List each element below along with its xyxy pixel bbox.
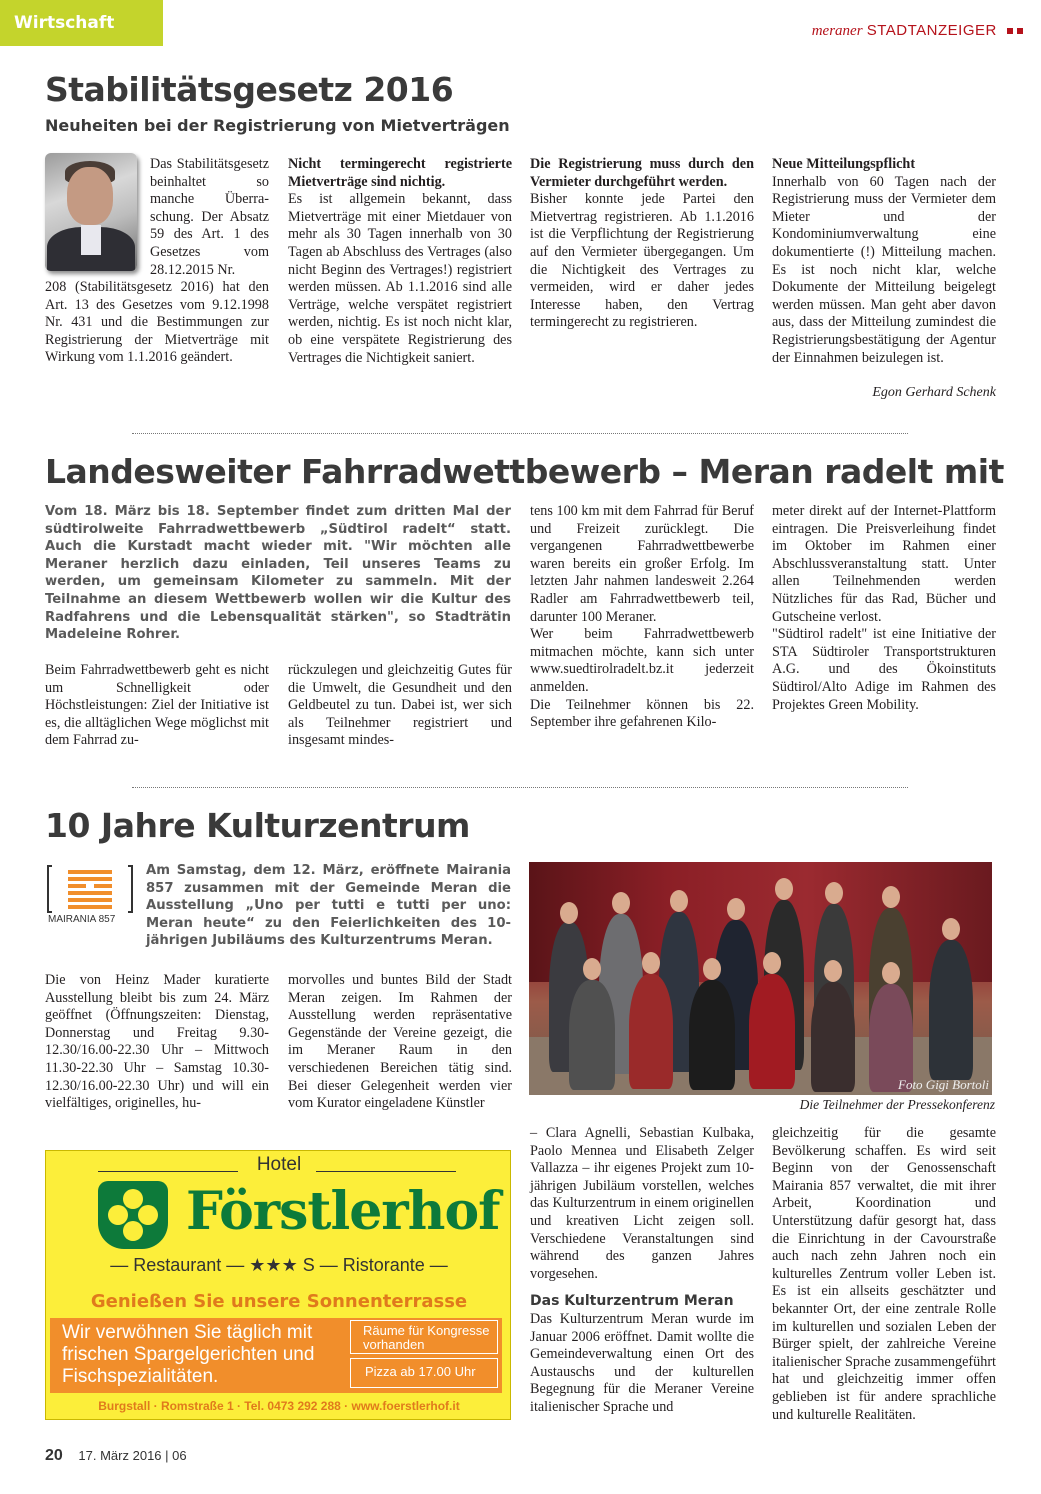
page-footer: [45, 1447, 187, 1465]
article3-col2: morvolles und buntes Bild der Stadt Meran zeigen. Im Rahmen der Ausstellung werden repräsentative Gegenstände der Vereine gezeigt, die im Meraner Raum in den verschiedenen Bereichen tätig sind. Bei dieser Gelegenheit werden vier vom Kurator eingeladene Künstler: [288, 972, 512, 1112]
article3-col4: gleichzeitig für die gesamte Bevölkerung schaffen. Es wird seit Beginn von der Genossenschaft Mairania 857 verwaltet, die mit ihrer Arbeit, Koordination und Unterstützung dafür gesorgt hat, dass die Einrichtung in der Cavourstraße auch nach zehn Jahren noch ein kulturelles Zentrum voller Leben ist. Es ist ein allseits geschätzter und bekannter Ort, der eine zentrale Rolle im kulturellen und sozialen Leben der Bürger spielt, der zahlreiche Vereine italienischer Sprache zusammengeführt hat und gleichzeitig immer offen geblieben ist für andere sprachliche und kulturelle Realitäten.: [772, 1125, 996, 1423]
article1-col4: Neue Mitteilungspflicht Innerhalb von 60 Tagen nach der Registrierung muss der Vermieter dem Mieter und der Kondominiumverwaltung eine dokumentierte (!) Mitteilung machen. Es ist noch nicht klar, welche Dokumente der Mitteilung beigelegt werden müssen. Man geht aber davon aus, dass der Mitteilung zumindest die Registrierungsbestätigung der Agentur der Einnahmen beizulegen ist.: [772, 156, 996, 366]
article1-col3: Die Registrierung muss durch den Vermieter durchgeführt werden. Bisher konnte jede Partei den Mietvertrag registrieren. Ab 1.1.2016 ist die Verpflichtung der Registrierung auf den Vermieter übergegangen. Um die Nichtigkeit des Vertrages zu vermeiden, wird er daher jedes Interesse haben, den Vertrag termingerecht zu registrieren.: [530, 156, 754, 331]
photo-credit: Foto Gigi Bortoli: [898, 1077, 989, 1092]
article1-col2: Nicht termingerecht registrierte Mietverträge sind nichtig. Es ist allgemein bekannt, dass Mietverträge mit einer Mietdauer von mehr als 30 Tagen innerhalb von 30 Tagen ab Abschluss des Vertrages (also nicht Beginn des Vertrages!) registriert werden müssen. Ab 1.1.2016 sind alle Verträge, welche verspätet registriert werden, nichtig. Es ist noch nicht klar, ob eine verspätete Registrierung des Vertrages die Nichtigkeit saniert.: [288, 156, 512, 366]
press-conference-photo: [529, 862, 992, 1095]
article3-lead: Am Samstag, dem 12. März, eröffnete Mairania 857 zusammen mit der Gemeinde Meran die Ausstellung „Uno per tutti e tutti per uno: Meran heute“ zu den Feierlichkeiten des 10-jährigen Jubiläums des Kulturzentrums Meran.: [146, 863, 511, 949]
article3-col1: Die von Heinz Mader kuratierte Ausstellung bleibt bis zum 24. März geöffnet (Öffnungszeiten: Dienstag, Donnerstag und Freitag 9.30-12.30/16.00-22.30 Uhr – Mittwoch 11.30-22.30 Uhr – Samstag 10.30-12.30/16.00-22.30 Uhr) und will ein vielfältiges, originelles, hu-: [45, 972, 269, 1112]
masthead-logo: [812, 22, 1023, 40]
section-tab: Wirtschaft: [0, 0, 163, 46]
article2-col2: rückzulegen und gleichzeitig Gutes für die Umwelt, die Gesundheit und den Geldbeutel zu tun. Dabei ist, wer sich als Teilnehmer registriert und insgesamt mindes-: [288, 662, 512, 749]
ad-contact-line: Burgstall · Romstraße 1 · Tel. 0473 292 288 · www.foerstlerhof.it: [98, 1399, 460, 1413]
article1-col1-top: Das Stabilitätsgesetz beinhaltet so manche Überraschung. Der Absatz 59 des Art. 1 des Gesetzes vom 28.12.2015 Nr.: [150, 156, 269, 278]
article2-col1: Beim Fahrradwettbewerb geht es nicht um Schnelligkeit oder Höchstleistungen: Ziel der Initiative ist es, die alltäglichen Wege möglichst mit dem Fahrrad zu-: [45, 662, 269, 749]
photo-caption: Die Teilnehmer der Pressekonferenz: [799, 1097, 995, 1112]
article1-subtitle: Neuheiten bei der Registrierung von Mietverträgen: [45, 116, 510, 135]
masthead-part1: meraner: [811, 23, 863, 39]
ad-slogan: Genießen Sie unsere Sonnenterrasse: [90, 1291, 468, 1312]
article1-title: Stabilitätsgesetz 2016: [45, 70, 454, 109]
logo-text: MAIRANIA 857: [48, 914, 116, 925]
issue-date: 17. März 2016 | 06: [78, 1448, 187, 1463]
ad-pizza-note: Pizza ab 17.00 Uhr: [350, 1358, 498, 1388]
masthead-square-icon: [1007, 28, 1013, 34]
author-portrait: [45, 153, 137, 271]
ad-hotel-label: Hotel: [256, 1154, 302, 1175]
article3-title: 10 Jahre Kulturzentrum: [45, 806, 470, 845]
article3-subhead: Das Kulturzentrum Meran: [530, 1293, 734, 1310]
hotel-advertisement: [45, 1150, 511, 1420]
ad-offer-box: [50, 1318, 502, 1393]
ad-main-text: Wir verwöhnen Sie täglich mit frischen Spargelgerichten und Fischspezialitäten.: [62, 1322, 315, 1387]
article1-col1: 208 (Stabilitätsgesetz 2016) hat den Art. 13 des Gesetzes vom 9.12.1998 Nr. 431 und die Bestimmungen zur Registrierung der Mietverträge mit Wirkung vom 1.1.2016 geändert.: [45, 279, 269, 366]
divider: [132, 433, 908, 434]
masthead-square-icon: [1017, 28, 1023, 34]
ad-hotel-name: Förstlerhof: [186, 1181, 500, 1242]
article1-author: Egon Gerhard Schenk: [872, 385, 996, 400]
divider: [132, 787, 908, 788]
masthead-part2: STADTANZEIGER: [866, 22, 997, 39]
mairania-logo: [46, 862, 134, 928]
article2-lead: Vom 18. März bis 18. September findet zum dritten Mal der südtirolweite Fahrradwettbewerb „Südtirol radelt“ statt. Auch die Kurstadt macht wieder mit. "Wir möchten alle Meraner herzlich dazu einladen, Teil unseres Teams zu werden, um gemeinsam Kilometer zu sammeln. Mit der Teilnahme an diesem Wettbewerb wollen wir die Kultur des Radfahrens und die Lebensqualität stärken", so Stadträtin Madeleine Rohrer.: [45, 504, 511, 643]
article2-col3: tens 100 km mit dem Fahrrad für Beruf und Freizeit zurücklegt. Die vergangenen Fahrradwettbewerbe waren bereits ein großer Erfolg. Im letzten Jahr nahmen landesweit 2.264 Radler am Fahrradwettbewerb teil, darunter 100 Meraner. Wer beim Fahrradwettbewerb mitmachen möchte, kann sich unter www.suedtirolradelt.bz.it jederzeit anmelden. Die Teilnehmer können bis 22. September ihre gefahrenen Kilo-: [530, 503, 754, 731]
ad-congress-note: Räume für Kongresse vorhanden: [350, 1320, 498, 1354]
ad-leaf-emblem-icon: [98, 1181, 168, 1249]
ad-restaurant-line: — Restaurant — ★★★ S — Ristorante —: [110, 1255, 448, 1275]
article3-col3: – Clara Agnelli, Sebastian Kulbaka, Paolo Mennea und Elisabeth Zelger Vallazza – ihr eigenes Projekt zum 10-jährigen Jubiläum vorstellen, welches das Kulturzentrum in einem originellen und kreativen Licht zeigen soll. Verschiedene Veranstaltungen sind während des ganzen Jahres vorgesehen. Das Kulturzentrum Meran Das Kulturzentrum Meran wurde im Januar 2006 eröffnet. Damit wollte die Gemeindeverwaltung einen Ort des Austauschs und der kulturellen Begegnung für die Meraner Vereine italienischer Sprache und: [530, 1125, 754, 1415]
page-number: 20: [45, 1447, 63, 1464]
article2-col4: meter direkt auf der Internet-Plattform eintragen. Die Preisverleihung findet im Oktober im Rahmen einer Abschlussveranstaltung statt. Unter allen Teilnehmenden werden Nützliches für das Rad, Bücher und Gutscheine verlost. "Südtirol radelt" ist eine Initiative der STA Südtiroler Transportstrukturen A.G. und des Ökoinstituts Südtirol/Alto Adige im Rahmen des Projektes Green Mobility.: [772, 503, 996, 713]
article2-title: Landesweiter Fahrradwettbewerb – Meran radelt mit: [45, 452, 1004, 491]
